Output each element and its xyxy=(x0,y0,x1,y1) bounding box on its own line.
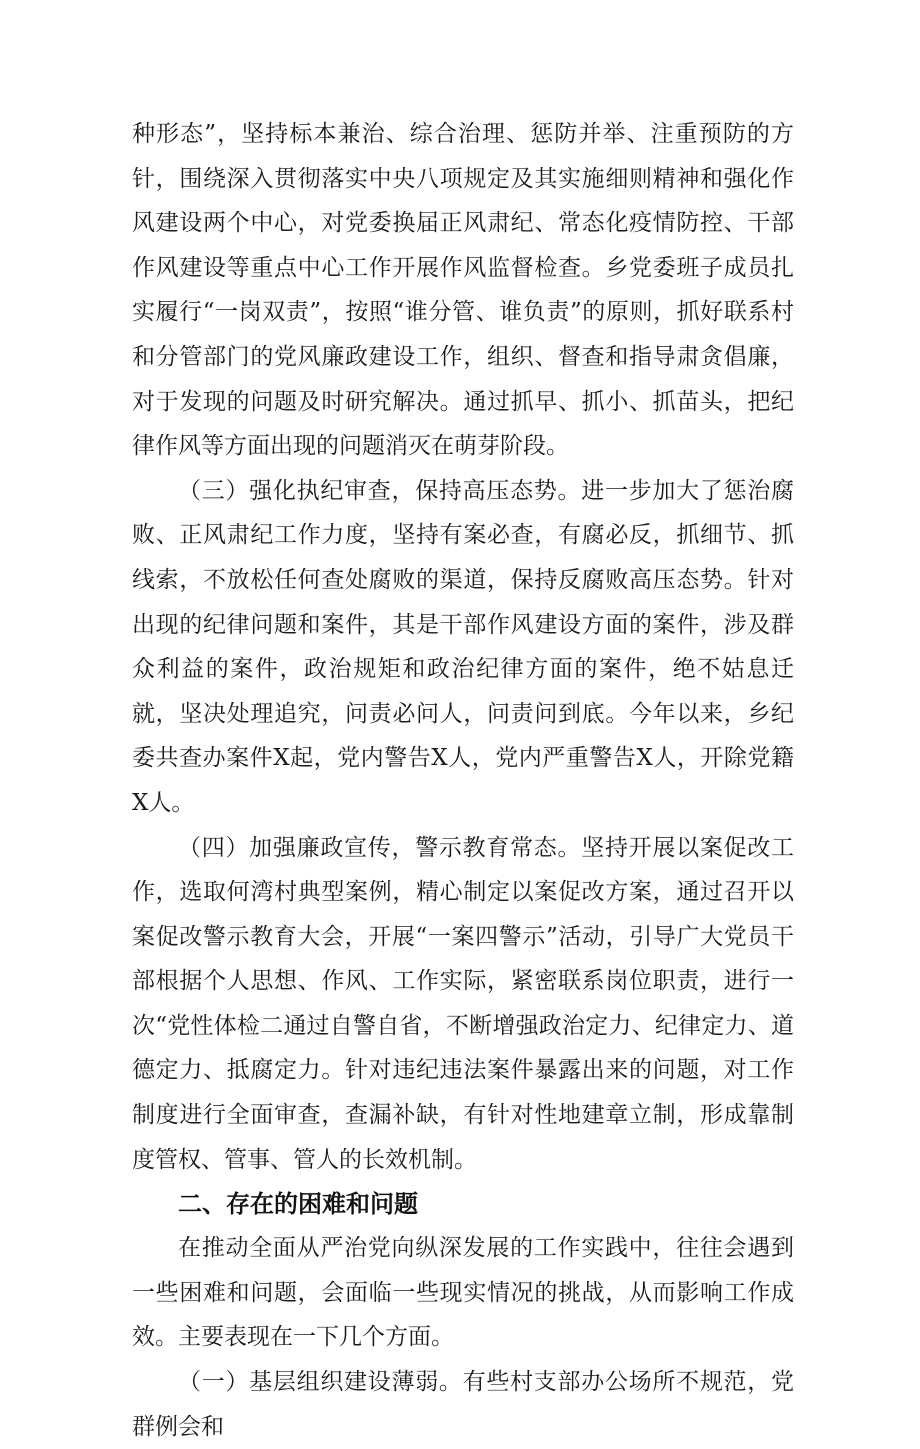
paragraph-discipline-review: （三）强化执纪审查，保持高压态势。进一步加大了惩治腐败、正风肃纪工作力度，坚持有案必查，有腐必反，抓细节、抓线索，不放松任何查处腐败的渠道，保持反腐败高压态势。针对出现的纪律问题和案件，其是干部作风建设方面的案件，涉及群众利益的案件，政治规矩和政治纪律方面的案件，绝不姑息迁就，坚决处理追究，问责必问人，问责问到底。今年以来，乡纪委共查办案件X起，党内警告X人，党内严重警告X人，开除党籍X人。 xyxy=(132,477,794,816)
paragraph-integrity-education: （四）加强廉政宣传，警示教育常态。坚持开展以案促改工作，选取何湾村典型案例，精心制定以案促改方案，通过召开以案促改警示教育大会，开展“一案四警示”活动，引导广大党员干部根据个人思想、作风、工作实际，紧密联系岗位职责，进行一次“党性体检二通过自警自省，不断增强政治定力、纪律定力、道德定力、抵腐定力。针对违纪违法案件暴露出来的问题，对工作制度进行全面审查，查漏补缺，有针对性地建章立制，形成靠制度管权、管事、管人的长效机制。 xyxy=(132,834,794,1173)
paragraph-supervision-continued: 种形态”，坚持标本兼治、综合治理、惩防并举、注重预防的方针，围绕深入贯彻落实中央八项规定及其实施细则精神和强化作风建设两个中心，对党委换届正风肃纪、常态化疫情防控、干部作风建设等重点中心工作开展作风监督检查。乡党委班子成员扎实履行“一岗双责”，按照“谁分管、谁负责”的原则，抓好联系村和分管部门的党风廉政建设工作，组织、督查和指导肃贪倡廉，对于发现的问题及时研究解决。通过抓早、抓小、抓苗头，把纪律作风等方面出现的问题消灭在萌芽阶段。 xyxy=(132,121,794,460)
section-heading-difficulties: 二、存在的困难和问题 xyxy=(178,1190,418,1219)
document-body xyxy=(132,112,794,1449)
paragraph-grassroots-organization: （一）基层组织建设薄弱。有些村支部办公场所不规范，党群例会和 xyxy=(132,1369,794,1440)
paragraph-difficulties-intro: 在推动全面从严治党向纵深发展的工作实践中，往往会遇到一些困难和问题，会面临一些现实情况的挑战，从而影响工作成效。主要表现在一下几个方面。 xyxy=(132,1235,794,1351)
